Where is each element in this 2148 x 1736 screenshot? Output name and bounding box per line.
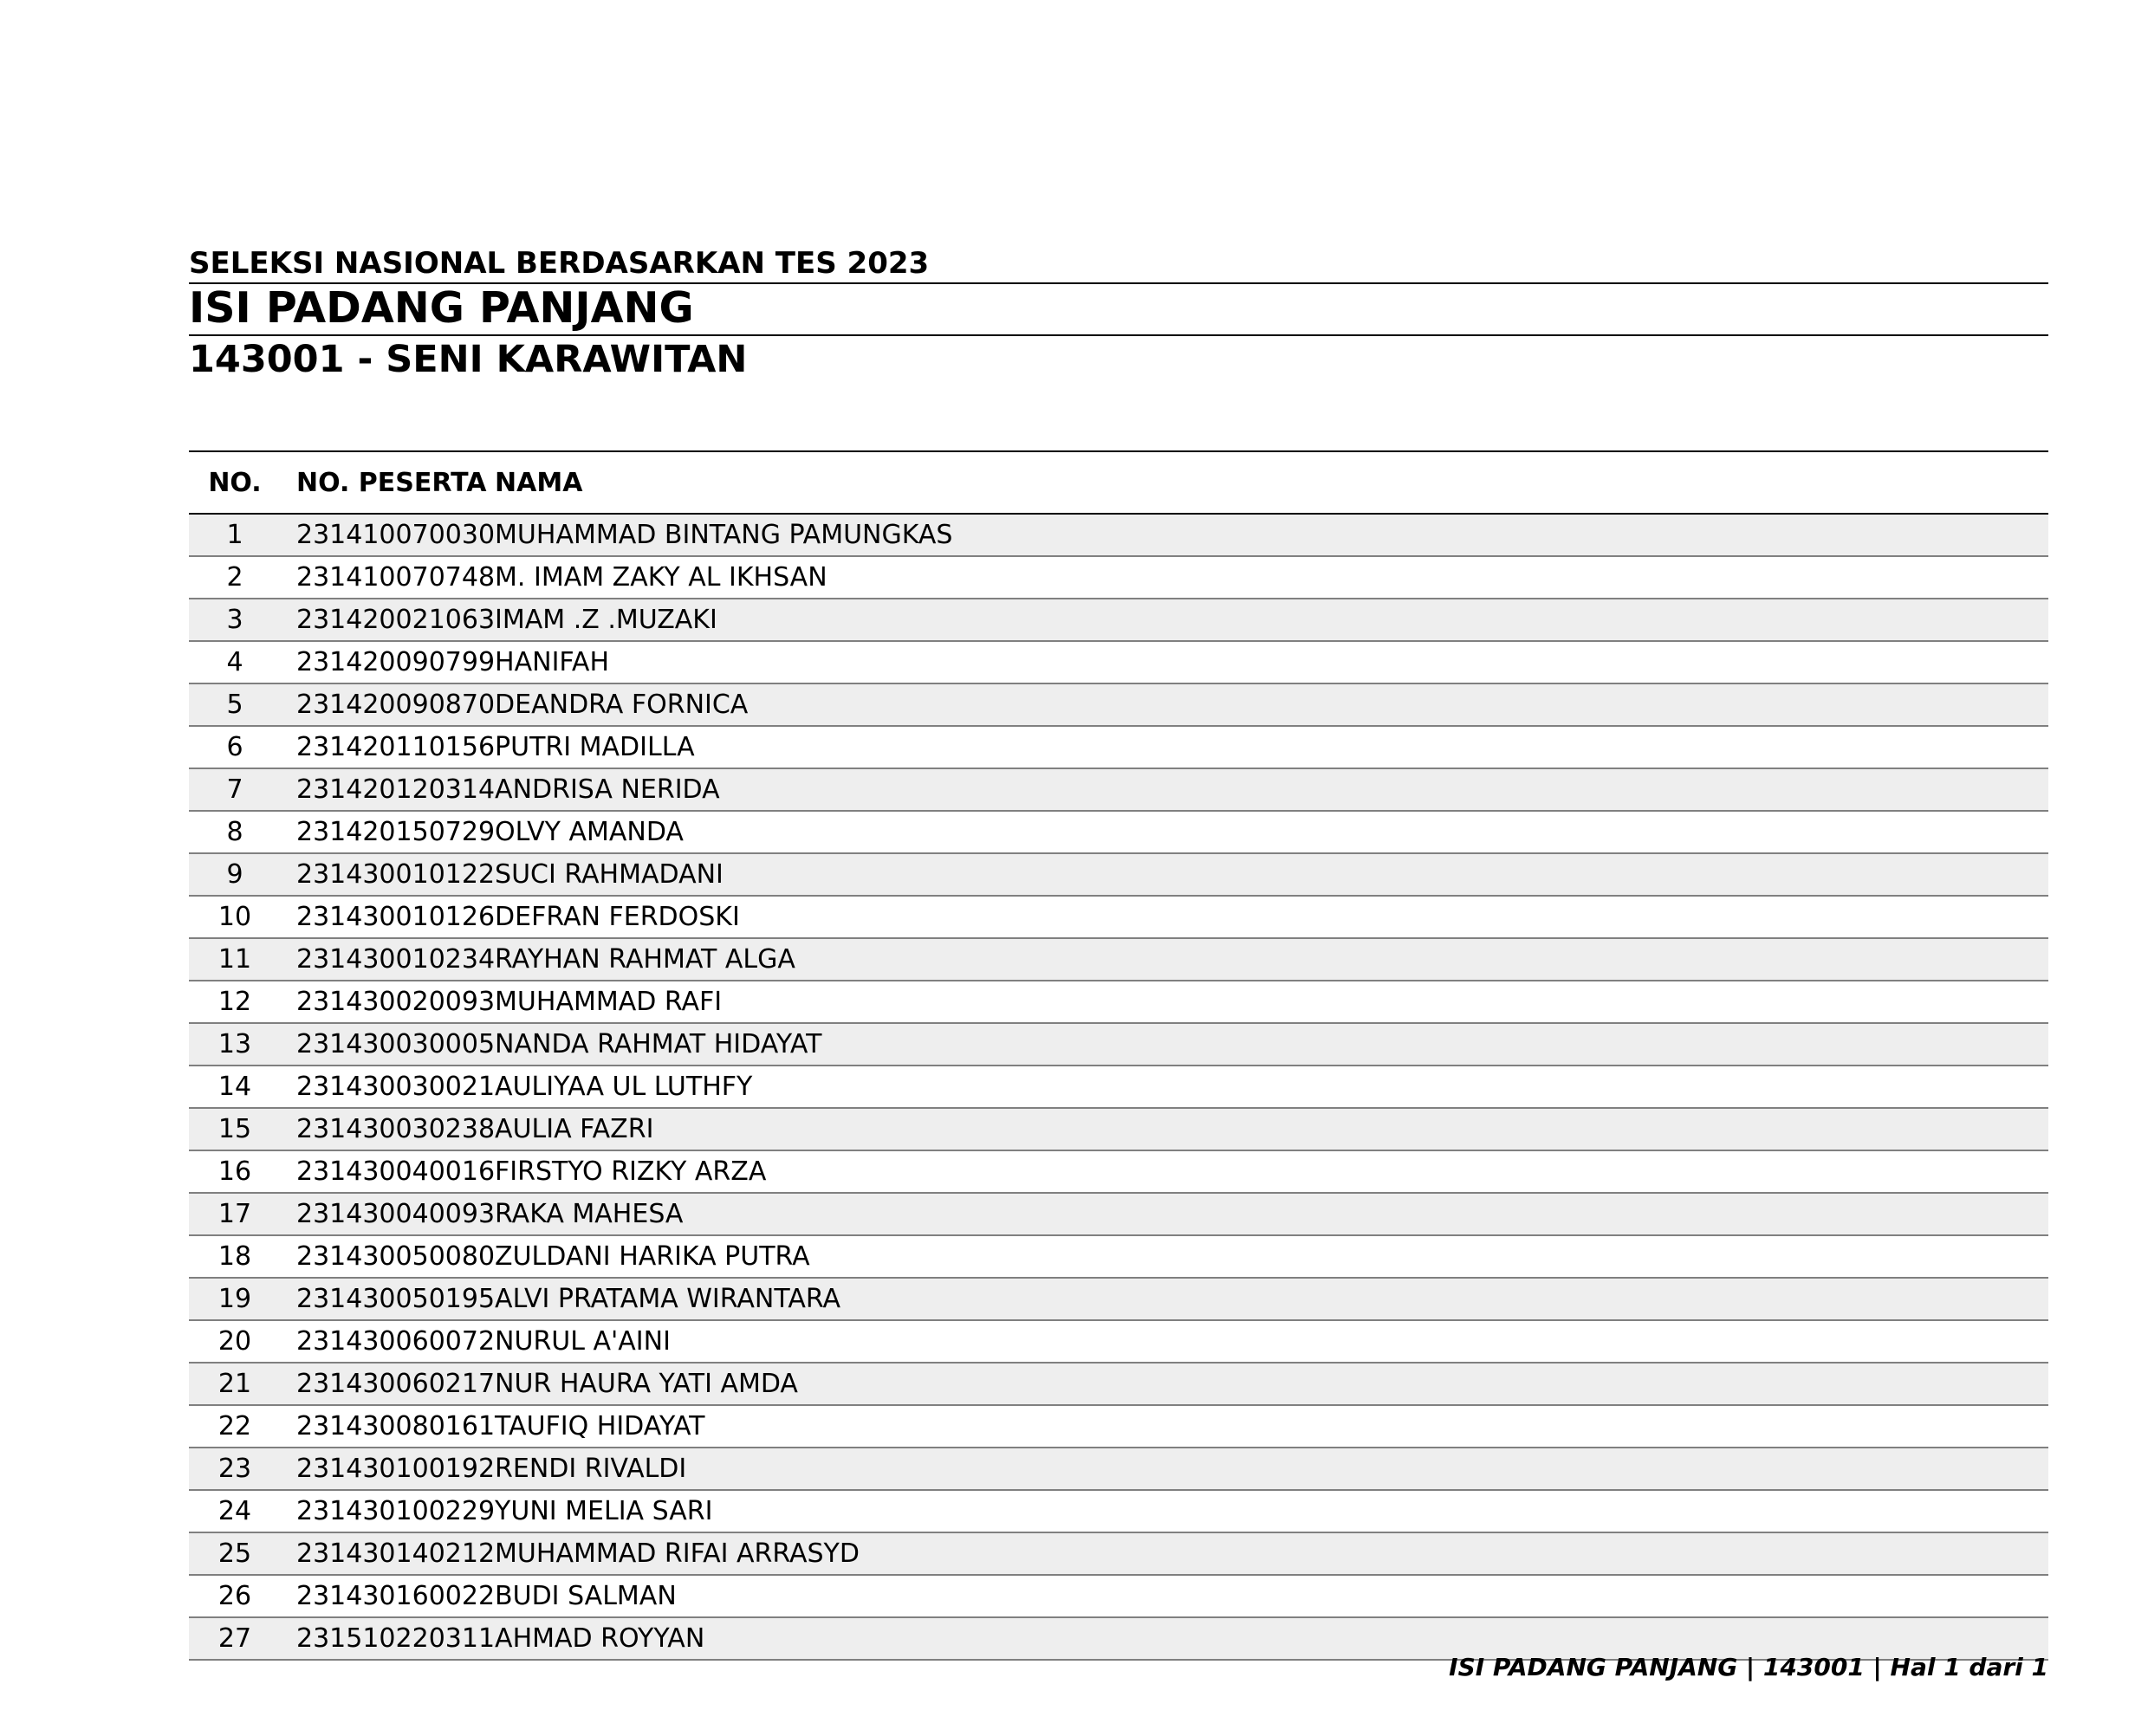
table-row (189, 1405, 2048, 1448)
column-header-no: NO. (189, 451, 281, 514)
university-title: ISI PADANG PANJANG (189, 284, 2048, 336)
table-row (189, 1023, 2048, 1066)
row-number: 25 (189, 1532, 281, 1575)
participant-name: RAKA MAHESA (495, 1193, 2048, 1235)
row-number: 8 (189, 811, 281, 853)
participant-number: 231430060217 (281, 1363, 495, 1405)
row-number: 11 (189, 938, 281, 981)
selection-subtitle: SELEKSI NASIONAL BERDASARKAN TES 2023 (189, 246, 2048, 284)
participant-name: RENDI RIVALDI (495, 1448, 2048, 1490)
row-number: 10 (189, 896, 281, 938)
table-row (189, 1193, 2048, 1235)
table-row (189, 1363, 2048, 1405)
participant-name: M. IMAM ZAKY AL IKHSAN (495, 556, 2048, 599)
participant-name: YUNI MELIA SARI (495, 1490, 2048, 1532)
participant-name: TAUFIQ HIDAYAT (495, 1405, 2048, 1448)
participant-name: ANDRISA NERIDA (495, 768, 2048, 811)
participant-number: 231430100229 (281, 1490, 495, 1532)
participant-number: 231430080161 (281, 1405, 495, 1448)
participant-number: 231430040016 (281, 1150, 495, 1193)
table-row (189, 1448, 2048, 1490)
participant-name: NUR HAURA YATI AMDA (495, 1363, 2048, 1405)
row-number: 22 (189, 1405, 281, 1448)
participant-name: DEFRAN FERDOSKI (495, 896, 2048, 938)
row-number: 27 (189, 1617, 281, 1660)
participant-number: 231430040093 (281, 1193, 495, 1235)
row-number: 2 (189, 556, 281, 599)
participant-number: 231420090870 (281, 683, 495, 726)
table-row (189, 1278, 2048, 1320)
participant-name: IMAM .Z .MUZAKI (495, 599, 2048, 641)
page-footer: ISI PADANG PANJANG | 143001 | Hal 1 dari 1 (1449, 1653, 2048, 1681)
participant-table (189, 450, 2048, 1661)
table-row (189, 1235, 2048, 1278)
participant-name: ZULDANI HARIKA PUTRA (495, 1235, 2048, 1278)
table-row (189, 1150, 2048, 1193)
participant-name: HANIFAH (495, 641, 2048, 683)
table-header-row (189, 451, 2048, 514)
table-row (189, 896, 2048, 938)
row-number: 17 (189, 1193, 281, 1235)
table-row (189, 599, 2048, 641)
column-header-peserta: NO. PESERTA (281, 451, 495, 514)
participant-name: MUHAMMAD BINTANG PAMUNGKAS (495, 514, 2048, 556)
row-number: 5 (189, 683, 281, 726)
row-number: 23 (189, 1448, 281, 1490)
row-number: 7 (189, 768, 281, 811)
table-row (189, 556, 2048, 599)
table-row (189, 726, 2048, 768)
participant-number: 231410070748 (281, 556, 495, 599)
table-row (189, 853, 2048, 896)
participant-number: 231430050195 (281, 1278, 495, 1320)
participant-number: 231420090799 (281, 641, 495, 683)
column-header-nama: NAMA (495, 451, 2048, 514)
table-row (189, 683, 2048, 726)
row-number: 3 (189, 599, 281, 641)
participant-number: 231420021063 (281, 599, 495, 641)
participant-name: ALVI PRATAMA WIRANTARA (495, 1278, 2048, 1320)
participant-name: AULIYAA UL LUTHFY (495, 1066, 2048, 1108)
row-number: 26 (189, 1575, 281, 1617)
row-number: 4 (189, 641, 281, 683)
row-number: 13 (189, 1023, 281, 1066)
participant-name: AULIA FAZRI (495, 1108, 2048, 1150)
participant-name: DEANDRA FORNICA (495, 683, 2048, 726)
document-header (189, 246, 2048, 1654)
participant-number: 231430140212 (281, 1532, 495, 1575)
participant-name: AHMAD ROYYAN (495, 1617, 2048, 1660)
table-body (189, 514, 2048, 1660)
participant-number: 231420120314 (281, 768, 495, 811)
table-row (189, 514, 2048, 556)
participant-number: 231430030005 (281, 1023, 495, 1066)
table-row (189, 811, 2048, 853)
participant-name: OLVY AMANDA (495, 811, 2048, 853)
participant-name: PUTRI MADILLA (495, 726, 2048, 768)
row-number: 9 (189, 853, 281, 896)
participant-number: 231410070030 (281, 514, 495, 556)
participant-name: NANDA RAHMAT HIDAYAT (495, 1023, 2048, 1066)
participant-number: 231420110156 (281, 726, 495, 768)
participant-name: FIRSTYO RIZKY ARZA (495, 1150, 2048, 1193)
participant-number: 231430060072 (281, 1320, 495, 1363)
table-row (189, 1320, 2048, 1363)
participant-name: RAYHAN RAHMAT ALGA (495, 938, 2048, 981)
participant-number: 231430050080 (281, 1235, 495, 1278)
table-row (189, 1490, 2048, 1532)
row-number: 20 (189, 1320, 281, 1363)
row-number: 16 (189, 1150, 281, 1193)
program-title: 143001 - SENI KARAWITAN (189, 338, 748, 381)
participant-name: BUDI SALMAN (495, 1575, 2048, 1617)
participant-number: 231420150729 (281, 811, 495, 853)
participant-number: 231430010122 (281, 853, 495, 896)
row-number: 18 (189, 1235, 281, 1278)
row-number: 21 (189, 1363, 281, 1405)
row-number: 12 (189, 981, 281, 1023)
table-row (189, 1108, 2048, 1150)
participant-name: NURUL A'AINI (495, 1320, 2048, 1363)
row-number: 24 (189, 1490, 281, 1532)
participant-number: 231430010234 (281, 938, 495, 981)
participant-name: MUHAMMAD RAFI (495, 981, 2048, 1023)
row-number: 15 (189, 1108, 281, 1150)
row-number: 14 (189, 1066, 281, 1108)
participant-number: 231430010126 (281, 896, 495, 938)
row-number: 6 (189, 726, 281, 768)
table-row (189, 1066, 2048, 1108)
table-row (189, 981, 2048, 1023)
table-row (189, 768, 2048, 811)
participant-number: 231430160022 (281, 1575, 495, 1617)
participant-name: MUHAMMAD RIFAI ARRASYD (495, 1532, 2048, 1575)
table-row (189, 641, 2048, 683)
participant-number: 231430020093 (281, 981, 495, 1023)
table-row (189, 938, 2048, 981)
participant-number: 231430100192 (281, 1448, 495, 1490)
participant-number: 231510220311 (281, 1617, 495, 1660)
participant-number: 231430030238 (281, 1108, 495, 1150)
table-row (189, 1532, 2048, 1575)
participant-name: SUCI RAHMADANI (495, 853, 2048, 896)
table-row (189, 1575, 2048, 1617)
participant-number: 231430030021 (281, 1066, 495, 1108)
row-number: 1 (189, 514, 281, 556)
row-number: 19 (189, 1278, 281, 1320)
